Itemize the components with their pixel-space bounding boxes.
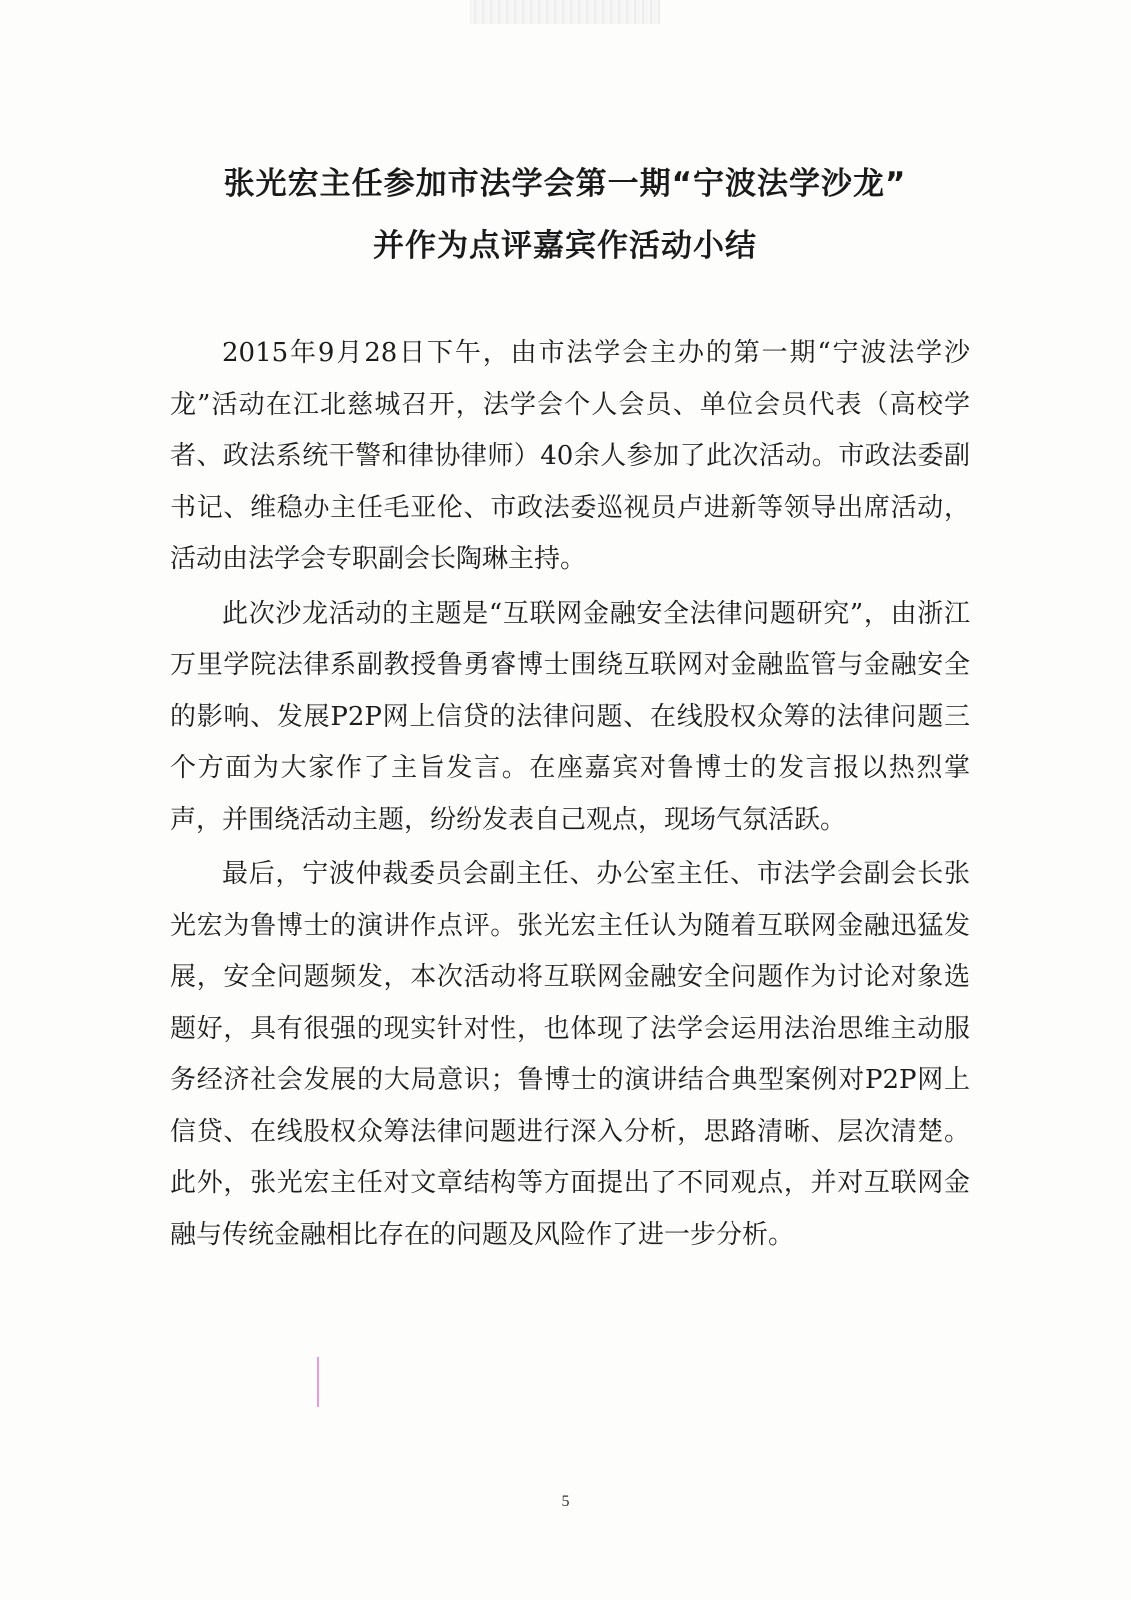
pen-mark [317, 1357, 319, 1407]
scan-artifact [470, 0, 660, 24]
paragraph-3: 最后，宁波仲裁委员会副主任、办公室主任、市法学会副会长张光宏为鲁博士的演讲作点评。张光宏主任认为随着互联网金融迅猛发展，安全问题频发，本次活动将互联网金融安全问题作为讨论对象选题好，具有很强的现实针对性，也体现了法学会运用法治思维主动服务经济社会发展的大局意识；鲁博士的演讲结合典型案例对P2P网上信贷、在线股权众筹法律问题进行深入分析，思路清晰、层次清楚。此外，张光宏主任对文章结构等方面提出了不同观点，并对互联网金融与传统金融相比存在的问题及风险作了进一步分析。 [170, 859, 970, 1250]
paragraph-1: 2015年9月28日下午，由市法学会主办的第一期“宁波法学沙龙”活动在江北慈城召开，法学会个人会员、单位会员代表（高校学者、政法系统干警和律协律师）40余人参加了此次活动。市政法委副书记、维稳办主任毛亚伦、市政法委巡视员卢进新等领导出席活动，活动由法学会专职副会长陶琳主持。 [170, 338, 970, 574]
document-title-line-1: 张光宏主任参加市法学会第一期“宁波法学沙龙” [223, 166, 907, 202]
document-body [170, 328, 970, 1264]
page-number: 5 [561, 1493, 570, 1510]
paragraph-2: 此次沙龙活动的主题是“互联网金融安全法律问题研究”，由浙江万里学院法律系副教授鲁勇睿博士围绕互联网对金融监管与金融安全的影响、发展P2P网上信贷的法律问题、在线股权众筹的法律问题三个方面为大家作了主旨发言。在座嘉宾对鲁博士的发言报以热烈掌声，并围绕活动主题，纷纷发表自己观点，现场气氛活跃。 [170, 598, 970, 835]
document-title-line-2: 并作为点评嘉宾作活动小结 [373, 228, 757, 264]
